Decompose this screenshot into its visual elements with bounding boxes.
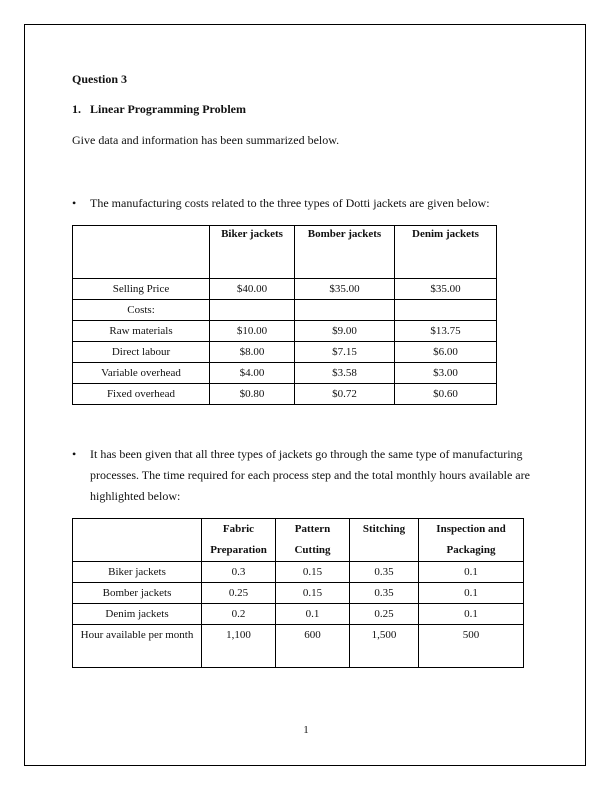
table-cell (295, 300, 395, 321)
table-row (73, 583, 524, 604)
table-header-row (73, 226, 497, 279)
table-cell: $8.00 (210, 342, 295, 363)
table-cell: Direct labour (73, 342, 210, 363)
table-cell: 0.35 (350, 562, 419, 583)
table-header-row (73, 519, 524, 562)
table-cell (395, 300, 497, 321)
table-row (73, 562, 524, 583)
table-cell (210, 300, 295, 321)
bullet-text: It has been given that all three types of jackets go through the same type of manufacturing processes. The time required for each process step and the total monthly hours available are highlighted below: (90, 447, 530, 503)
table-cell: $3.58 (295, 363, 395, 384)
table-cell: 0.25 (202, 583, 276, 604)
bullet-symbol: • (72, 447, 77, 461)
table-cell: 0.2 (202, 604, 276, 625)
table-header-cell: Inspection and Packaging (419, 519, 524, 562)
table-row (73, 363, 497, 384)
table-cell: $40.00 (210, 279, 295, 300)
table-cell: 0.3 (202, 562, 276, 583)
table-cell: $3.00 (395, 363, 497, 384)
table-header-cell: Denim jackets (395, 226, 497, 279)
table-row (73, 625, 524, 668)
table-cell: $0.72 (295, 384, 395, 405)
table-header-cell (73, 519, 202, 562)
table-cell: $35.00 (395, 279, 497, 300)
section-heading (72, 102, 246, 117)
table-cell: Bomber jackets (73, 583, 202, 604)
table-cell: 600 (276, 625, 350, 668)
bullet-symbol: • (72, 196, 77, 210)
table-header-cell: Pattern Cutting (276, 519, 350, 562)
table-row (73, 279, 497, 300)
section-number: 1. (72, 102, 81, 116)
table-cell: 500 (419, 625, 524, 668)
table-cell: $7.15 (295, 342, 395, 363)
table-row (73, 321, 497, 342)
table-cell: 0.15 (276, 583, 350, 604)
table-cell: Fixed overhead (73, 384, 210, 405)
question-title: Question 3 (72, 72, 128, 86)
page-number: 1 (303, 724, 309, 736)
table-cell: $6.00 (395, 342, 497, 363)
table-row (73, 604, 524, 625)
table-cell: $13.75 (395, 321, 497, 342)
intro-text: Give data and information has been summarized below. (72, 133, 340, 147)
bullet-text: The manufacturing costs related to the three types of Dotti jackets are given below: (90, 196, 490, 210)
section-title: Linear Programming Problem (90, 102, 246, 116)
table-cell: Hour available per month (73, 625, 202, 668)
table-header-cell: Biker jackets (210, 226, 295, 279)
table-cell: Biker jackets (73, 562, 202, 583)
table-row (73, 342, 497, 363)
table-row (73, 384, 497, 405)
table-cell: 0.25 (350, 604, 419, 625)
table-cell: Variable overhead (73, 363, 210, 384)
table-header-cell (73, 226, 210, 279)
table-cell: $35.00 (295, 279, 395, 300)
table-header-cell: Bomber jackets (295, 226, 395, 279)
table-cell: 0.1 (276, 604, 350, 625)
table-cell: $10.00 (210, 321, 295, 342)
table-cell: Selling Price (73, 279, 210, 300)
table-cell: 1,500 (350, 625, 419, 668)
table-cell: Costs: (73, 300, 210, 321)
table-cell: Raw materials (73, 321, 210, 342)
table-cell: 0.1 (419, 562, 524, 583)
table-cell: $0.60 (395, 384, 497, 405)
table-cell: 0.35 (350, 583, 419, 604)
table-header-cell: Stitching (350, 519, 419, 562)
process-hours-table (72, 518, 524, 668)
table-cell: 0.1 (419, 583, 524, 604)
table-cell: 0.15 (276, 562, 350, 583)
costs-table (72, 225, 497, 405)
table-cell: $9.00 (295, 321, 395, 342)
table-header-cell: Fabric Preparation (202, 519, 276, 562)
table-cell: $0.80 (210, 384, 295, 405)
table-cell: Denim jackets (73, 604, 202, 625)
table-cell: 0.1 (419, 604, 524, 625)
table-row (73, 300, 497, 321)
table-cell: 1,100 (202, 625, 276, 668)
table-cell: $4.00 (210, 363, 295, 384)
